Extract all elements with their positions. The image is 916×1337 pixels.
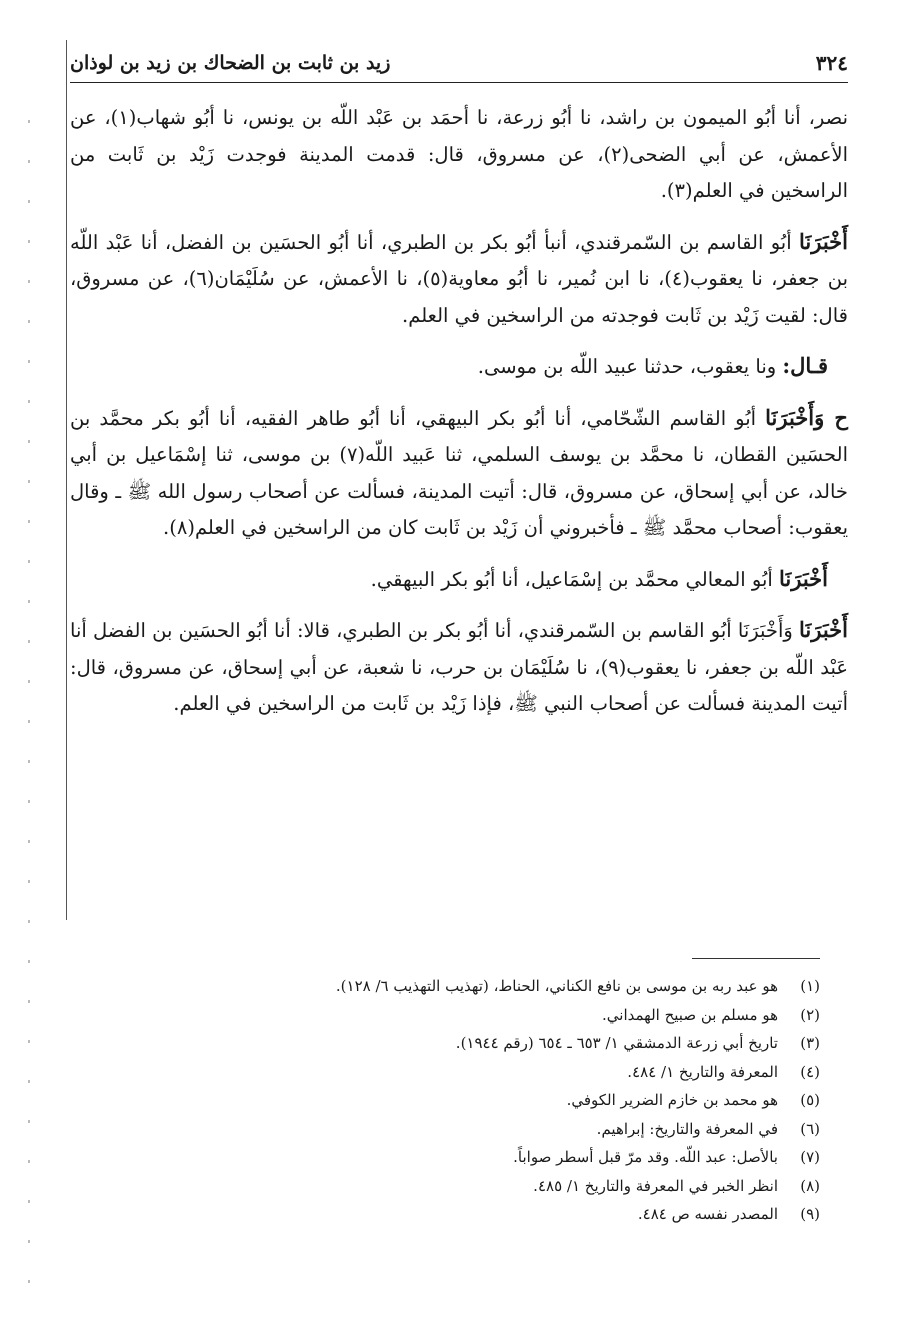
paragraph-text: نصر، أنا أبُو الميمون بن راشد، نا أبُو زرعة، نا أحمَد بن عَبْد اللّه بن يونس، نا أبُو شهاب(١)، عن الأعمش، عن أبي الضحى(٢)، عن مسروق، قال: قدمت المدينة فوجدت زَيْد بن ثَابت من الراسخين في العلم(٣). — [70, 106, 848, 202]
footnote-text: بالأصل: عبد اللّه. وقد مرّ قبل أسطر صواباً. — [513, 1148, 778, 1166]
page-number: ٣٢٤ — [815, 51, 848, 75]
footnote-separator — [692, 958, 820, 959]
paragraph-text: ونا يعقوب، حدثنا عبيد اللّه بن موسى. — [477, 355, 783, 378]
footnotes — [180, 972, 820, 1229]
paragraph-text: وَأَخْبَرَنَا أبُو القاسم بن السّمرقندي، أنا أبُو بكر بن الطبري، قالا: أنا أبُو الحسَين بن الفضل أنا عَبْد اللّه بن جعفر، نا يعقوب(٩)، نا سُلَيْمَان بن حرب، نا شعبة، عن أبي إسحاق، عن مسروق، قال: أتيت المدينة فسألت عن أصحاب النبي ﷺ، فإذا زَيْد بن ثَابت من الراسخين في العلم. — [70, 619, 848, 715]
paragraph — [70, 400, 848, 547]
paragraph-lead: ح وَأَخْبَرَنَا — [765, 404, 848, 430]
footnote-number: (٥) — [800, 1091, 820, 1109]
page-edge-line — [66, 40, 67, 920]
paragraph-text: أبُو القاسم الشّحّامي، أنا أبُو بكر البيهقي، أنا أبُو طاهر الفقيه، أنا أبُو بكر محمَّد بن الحسَين القطان، نا محمَّد بن يوسف السلمي، ثنا عَبيد اللّه(٧) بن موسى، ثنا إسْمَاعيل بن أبي خالد، عن أبي إسحاق، عن مسروق، قال: أتيت المدينة، فسألت عن أصحاب رسول الله ﷺ ـ وقال يعقوب: أصحاب محمَّد ﷺ ـ فأخبروني أن زَيْد بن ثَابت كان من الراسخين في العلم(٨). — [70, 406, 849, 539]
footnote — [180, 1058, 820, 1087]
footnote-text: في المعرفة والتاريخ: إبراهيم. — [596, 1119, 778, 1138]
footnote-text: انظر الخبر في المعرفة والتاريخ ١/ ٤٨٥. — [533, 1176, 778, 1195]
paragraph-text: أبُو القاسم بن السّمرقندي، أنبأ أبُو بكر بن الطبري، أنا أبُو الحسَين بن الفضل، أنا عَبْد اللّه بن جعفر، نا يعقوب(٤)، نا ابن نُمير، نا أبُو معاوية(٥)، نا الأعمش، عن سُلَيْمَان(٦)، عن مسروق، قال: لقيت زَيْد بن ثَابت فوجدته من الراسخين في العلم. — [70, 230, 849, 327]
paragraph-text: أبُو المعالي محمَّد بن إسْمَاعيل، أنا أبُو بكر البيهقي. — [370, 567, 780, 591]
paragraph — [70, 561, 848, 599]
footnote-text: المعرفة والتاريخ ١/ ٤٨٤. — [627, 1062, 778, 1081]
running-title: زيد بن ثابت بن الضحاك بن زيد بن لوذان — [70, 52, 391, 74]
page-header — [70, 44, 848, 83]
footnote-number: (٤) — [800, 1062, 820, 1081]
footnote — [180, 972, 820, 1001]
paragraph-lead: أَخْبَرَنَا — [799, 228, 848, 254]
paragraph — [70, 348, 848, 386]
footnote — [180, 1001, 820, 1030]
footnote-number: (٨) — [800, 1176, 820, 1195]
footnote — [180, 1086, 820, 1115]
paragraph — [70, 612, 848, 723]
footnote — [180, 1143, 820, 1172]
paragraph-lead: أَخْبَرَنَا — [779, 565, 828, 591]
footnote — [180, 1115, 820, 1144]
paragraph-lead: أَخْبَرَنَا — [799, 617, 848, 642]
scan-edge-marks — [28, 120, 30, 1300]
footnote-number: (٢) — [800, 1005, 820, 1024]
footnote-number: (٧) — [800, 1148, 820, 1166]
footnote — [180, 1029, 820, 1058]
footnote-text: هو عبد ربه بن موسى بن نافع الكناني، الحناط، (تهذيب التهذيب ٦/ ١٢٨). — [335, 977, 778, 995]
footnote-number: (٣) — [800, 1034, 820, 1052]
main-text — [70, 100, 848, 737]
footnote-text: هو مسلم بن صبيح الهمداني. — [602, 1005, 778, 1024]
paragraph — [70, 100, 848, 210]
footnote-text: المصدر نفسه ص ٤٨٤. — [637, 1205, 778, 1223]
footnote-text: تاريخ أبي زرعة الدمشقي ١/ ٦٥٣ ـ ٦٥٤ (رقم ١٩٤٤). — [455, 1034, 778, 1052]
footnote — [180, 1200, 820, 1229]
footnote-number: (١) — [800, 977, 820, 995]
footnote-number: (٩) — [800, 1205, 820, 1223]
footnote-text: هو محمد بن خازم الضرير الكوفي. — [566, 1091, 778, 1109]
paragraph — [70, 224, 848, 335]
paragraph-lead: قـال: — [782, 353, 828, 378]
footnote — [180, 1172, 820, 1201]
footnote-number: (٦) — [800, 1119, 820, 1138]
